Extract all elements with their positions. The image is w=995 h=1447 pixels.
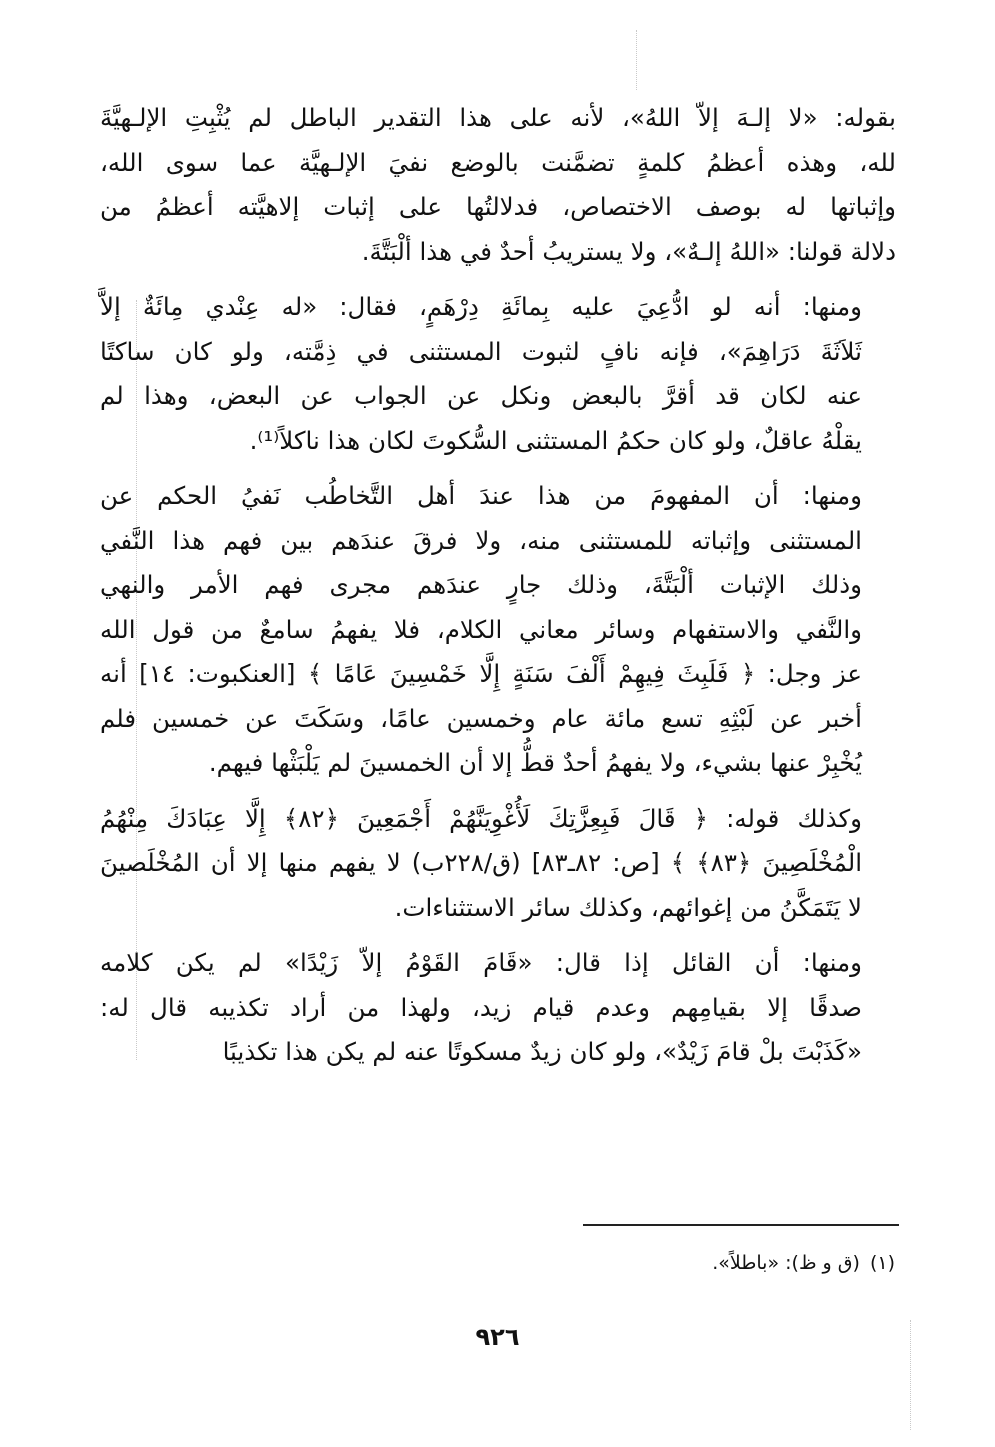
footnote-number: (١) [869, 1252, 895, 1274]
text-line: لله، وهذه أعظمُ كلمةٍ تضمَّنت بالوضع نفيَ الإلـهيَّة عما سوى الله، [100, 147, 896, 177]
footnote-separator [583, 1224, 899, 1226]
text-line: الْمُخْلَصِينَ ﴿٨٣﴾ ﴾ [ص: ٨٢ـ٨٣] (ق/٢٢٨ب) لا يفهم منها إلا أن المُخْلَصينَ [100, 848, 863, 877]
footnote [712, 1248, 895, 1278]
text-line: وإثباتها له بوصف الاختصاص، فدلالتُها على إثبات إلاهيَّته أعظمُ من [100, 192, 896, 221]
paragraph [100, 941, 896, 1075]
text-line: يقلْهُ عاقلٌ، ولو كان حكمُ المستثنى السُّكوتَ لكان هذا ناكلاً⁽¹⁾. [249, 425, 862, 455]
text-line: دلالة قولنا: «اللهُ إلـهٌ»، ولا يستريبُ أحدٌ في هذا ألْبَتَّةَ. [361, 236, 896, 266]
text-line: ثَلاَثَةَ دَرَاهِمَ»، فإنه نافٍ لثبوت المستثنى في ذِمَّته، ولو كان ساكتًا [100, 336, 862, 366]
page-number: ٩٢٦ [475, 1323, 520, 1351]
text-line: وذلك الإثبات ألْبَتَّةَ، وذلك جارٍ عندَهم مجرى فهم الأمر والنهي [100, 570, 862, 599]
text-line: ومنها: أنه لو ادُّعِيَ عليه بِمائَةِ دِرْهَمٍ، فقال: «له عِنْدي مِائَةٌ إلاَّ [100, 292, 862, 321]
text-line: بقوله: «لا إلـهَ إلاّ اللهُ»، لأنه على هذا التقدير الباطل لم يُثْبِتِ الإلـهيَّةَ [100, 103, 896, 132]
scan-artifact [636, 30, 638, 90]
paragraph [100, 96, 896, 274]
text-line: وكذلك قوله: ﴿ قَالَ فَبِعِزَّتِكَ لَأُغْوِيَنَّهُمْ أَجْمَعِينَ ﴿٨٢﴾ إِلَّا عِبَادَكَ مِنْهُمُ [100, 803, 862, 833]
text-line: ومنها: أن القائل إذا قال: «قَامَ القَوْمُ إلاّ زَيْدًا» لم يكن كلامه [100, 948, 862, 977]
text-line: أخبر عن لَبْثِهِ تسع مائة عام وخمسين عامًا، وسَكَتَ عن خمسين فلم [100, 703, 862, 733]
paragraph [100, 797, 896, 931]
paragraph [100, 474, 896, 786]
text-line: «كَذَبْتَ بلْ قامَ زَيْدٌ»، ولو كان زيدٌ مسكوتًا عنه لم يكن هذا تكذيبًا [222, 1037, 862, 1066]
text-line: المستثنى وإثباته للمستثنى منه، ولا فرقَ عندَهم بين فهم هذا النَّفي [100, 525, 862, 555]
text-line: صدقًا إلا بقيامِهم وعدم قيام زيد، ولهذا من أراد تكذيبه قال له: [100, 992, 862, 1022]
paragraph [100, 285, 896, 463]
text-line: عز وجل: ﴿ فَلَبِثَ فِيهِمْ أَلْفَ سَنَةٍ إِلَّا خَمْسِينَ عَامًا ﴾ [العنكبوت: ١٤] أنه [100, 659, 863, 688]
footnote-text: (ق و ظ): «باطلاً». [712, 1252, 860, 1274]
main-text [100, 96, 896, 1075]
text-line: ومنها: أن المفهومَ من هذا عندَ أهل التَّخاطُب نَفيُ الحكم عن [100, 481, 862, 510]
text-line: يُخْبِرْ عنها بشيء، ولا يفهمُ أحدٌ قطُّ إلا أن الخمسينَ لم يَلْبَثْها فيهم. [208, 748, 862, 777]
text-line: لا يَتَمَكَّنُ من إغوائهم، وكذلك سائر الاستثناءات. [394, 892, 862, 922]
text-line: والنَّفي والاستفهام وسائر معاني الكلام، فلا يفهمُ سامعٌ من قول الله [100, 614, 862, 644]
text-line: عنه لكان قد أقرَّ بالبعض ونكل عن الجواب عن البعض، وهذا لم [100, 381, 862, 410]
